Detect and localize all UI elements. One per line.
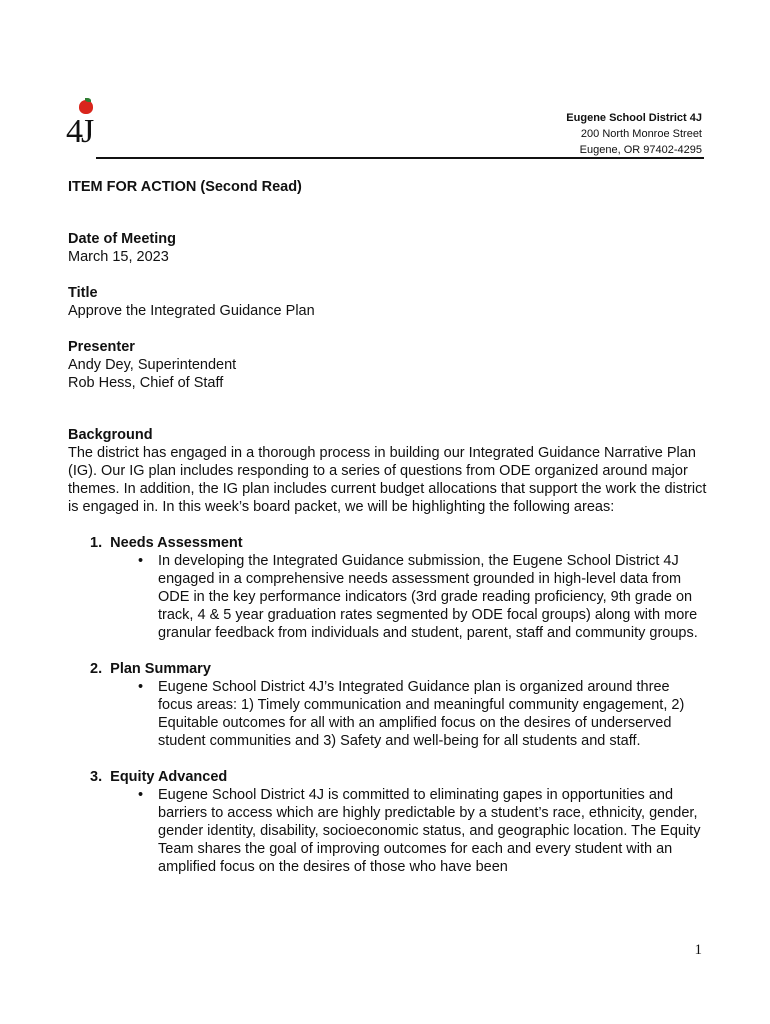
page-number: 1 — [694, 942, 702, 958]
presenter-section — [68, 338, 708, 392]
date-section — [68, 230, 708, 266]
presenter-label: Presenter — [68, 339, 135, 355]
area-label: Equity Advanced — [110, 769, 228, 785]
area-number: 1. — [90, 535, 103, 551]
header-divider — [96, 157, 704, 159]
background-label: Background — [68, 427, 153, 443]
area-bullet-text: In developing the Integrated Guidance submission, the Eugene School District 4J engaged in a comprehensive needs assessment grounded in high-level data from ODE in the key performance indicators (3rd grade reading proficiency, 9th grade on track, 4 & 5 year graduation rates segmented by ODE focal groups) along with more granular feedback from individuals and student, parent, staff and community groups. — [158, 553, 698, 641]
area-number: 2. — [90, 661, 103, 677]
area-heading — [90, 768, 708, 786]
street-address: 200 North Monroe Street — [580, 128, 702, 140]
bullet-icon: • — [138, 553, 144, 569]
area-label: Needs Assessment — [110, 535, 243, 551]
area-bullet — [138, 786, 708, 876]
item-title: ITEM FOR ACTION (Second Read) — [68, 179, 302, 195]
area-equity-advanced — [90, 768, 708, 876]
area-heading — [90, 660, 708, 678]
area-needs-assessment — [90, 534, 708, 642]
document-body — [68, 178, 708, 894]
city-address: Eugene, OR 97402-4295 — [579, 144, 702, 156]
area-bullet — [138, 678, 708, 750]
area-bullet-text: Eugene School District 4J is committed to eliminating gapes in opportunities and barriers to access which are highly predictable by a student’s race, ethnicity, gender, gender identity, disability, socioeconomic status, and geographic location. The Equity Team shares the goal of improving outcomes for each and every student with an amplified focus on the desires of those who have been — [158, 787, 701, 875]
district-logo — [66, 98, 98, 156]
area-heading — [90, 534, 708, 552]
background-section — [68, 426, 708, 516]
title-value: Approve the Integrated Guidance Plan — [68, 303, 315, 319]
logo-mark: 4J — [66, 113, 93, 150]
area-bullet-text: Eugene School District 4J’s Integrated Guidance plan is organized around three focus areas: 1) Timely communication and meaningful community engagement, 2) Equitable outcomes for all with an amplified focus on the desires of underserved student communities and 3) Safety and well-being for all students and staff. — [158, 679, 685, 749]
area-plan-summary — [90, 660, 708, 750]
date-label: Date of Meeting — [68, 231, 176, 247]
district-address — [566, 110, 702, 158]
background-text: The district has engaged in a thorough process in building our Integrated Guidance Narrative Plan (IG). Our IG plan includes responding to a series of questions from ODE organized around major themes. In addition, the IG plan includes current budget allocations that support the work the district is engaged in. In this week’s board packet, we will be highlighting the following areas: — [68, 445, 707, 515]
area-label: Plan Summary — [110, 661, 211, 677]
area-bullet — [138, 552, 708, 642]
bullet-icon: • — [138, 679, 144, 695]
area-number: 3. — [90, 769, 103, 785]
leaf-icon — [85, 98, 91, 102]
presenter-1: Andy Dey, Superintendent — [68, 357, 237, 373]
title-label: Title — [68, 285, 98, 301]
bullet-icon: • — [138, 787, 144, 803]
title-section — [68, 284, 708, 320]
org-name: Eugene School District 4J — [566, 112, 702, 124]
presenter-2: Rob Hess, Chief of Staff — [68, 375, 224, 391]
date-value: March 15, 2023 — [68, 249, 169, 265]
